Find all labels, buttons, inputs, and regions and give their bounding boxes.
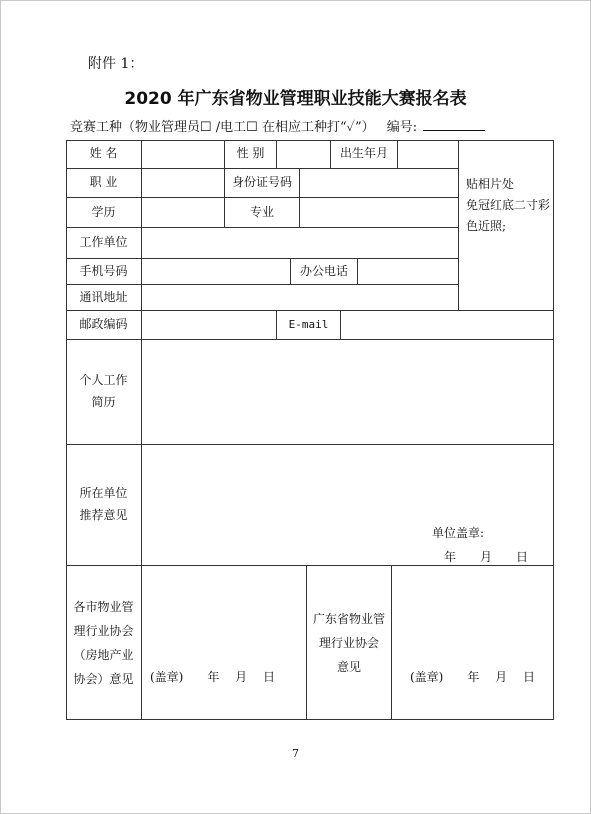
unit-seal-date: 年 月 日 bbox=[444, 550, 529, 564]
major-field[interactable] bbox=[300, 198, 458, 227]
id-label: 身份证号码 bbox=[231, 175, 292, 190]
gender-label: 性 别 bbox=[236, 146, 265, 161]
prov-assoc-label bbox=[307, 608, 391, 678]
form-title: 2020 年广东省物业管理职业技能大赛报名表 bbox=[124, 89, 467, 109]
resume-label-line: 简历 bbox=[91, 395, 116, 409]
city-assoc-line: 理行业协会 bbox=[73, 624, 134, 638]
number-blank[interactable] bbox=[423, 118, 485, 131]
workplace-field[interactable] bbox=[142, 228, 458, 258]
gender-field[interactable] bbox=[277, 140, 330, 168]
photo-area[interactable] bbox=[466, 174, 550, 237]
recommend-label-line: 推荐意见 bbox=[79, 508, 128, 522]
mobile-field[interactable] bbox=[142, 259, 290, 284]
office-phone-field[interactable] bbox=[358, 259, 458, 284]
resume-field[interactable] bbox=[142, 340, 554, 444]
major-label: 专业 bbox=[249, 204, 274, 219]
postcode-field[interactable] bbox=[142, 311, 276, 339]
email-label: E-mail bbox=[288, 318, 329, 332]
address-label: 通讯地址 bbox=[79, 289, 128, 304]
photo-note-line: 免冠红底二寸彩 bbox=[466, 198, 551, 212]
mobile-label: 手机号码 bbox=[79, 263, 128, 278]
prov-seal-date[interactable]: (盖章) 年 月 日 bbox=[410, 670, 535, 684]
event-type-line bbox=[70, 116, 485, 135]
job-label: 职 业 bbox=[89, 175, 118, 190]
job-field[interactable] bbox=[142, 169, 224, 197]
attachment-label: 附件 1： bbox=[88, 56, 144, 72]
name-field[interactable] bbox=[142, 140, 224, 168]
page-number: 7 bbox=[292, 747, 299, 760]
id-field[interactable] bbox=[300, 169, 458, 197]
prov-assoc-line: 广东省物业管 bbox=[312, 612, 385, 626]
city-seal-date[interactable]: (盖章) 年 月 日 bbox=[150, 670, 275, 684]
resume-label-line: 个人工作 bbox=[79, 373, 128, 388]
resume-label bbox=[66, 340, 141, 444]
photo-note-line: 色近照; bbox=[466, 219, 507, 233]
recommend-field[interactable] bbox=[142, 445, 554, 565]
education-label: 学历 bbox=[91, 204, 116, 219]
education-field[interactable] bbox=[142, 198, 224, 227]
workplace-label: 工作单位 bbox=[79, 235, 128, 250]
city-assoc-label bbox=[66, 593, 141, 693]
address-field[interactable] bbox=[142, 285, 458, 310]
photo-note-line: 贴相片处 bbox=[466, 177, 515, 191]
col-divider bbox=[458, 140, 459, 311]
email-field[interactable] bbox=[341, 311, 554, 339]
number-label: 编号: bbox=[386, 120, 418, 135]
prov-assoc-line: 理行业协会 bbox=[318, 636, 379, 650]
postcode-label: 邮政编码 bbox=[79, 317, 128, 332]
prov-assoc-line: 意见 bbox=[336, 660, 361, 674]
city-assoc-line: （房地产业 bbox=[73, 648, 134, 662]
birth-field[interactable] bbox=[398, 140, 458, 168]
city-assoc-line: 各市物业管 bbox=[73, 600, 134, 614]
row-divider bbox=[66, 565, 554, 566]
recommend-label-line: 所在单位 bbox=[79, 486, 128, 501]
office-phone-label: 办公电话 bbox=[299, 263, 348, 278]
event-type-text: 竞赛工种（物业管理员☐ /电工☐ 在相应工种打“✓”） bbox=[70, 120, 375, 135]
unit-seal-label: 单位盖章: bbox=[432, 526, 485, 540]
name-label: 姓 名 bbox=[89, 146, 118, 161]
recommend-label bbox=[66, 445, 141, 565]
city-assoc-line: 协会）意见 bbox=[73, 672, 134, 686]
col-divider bbox=[391, 565, 392, 720]
birth-label: 出生年月 bbox=[339, 146, 388, 161]
